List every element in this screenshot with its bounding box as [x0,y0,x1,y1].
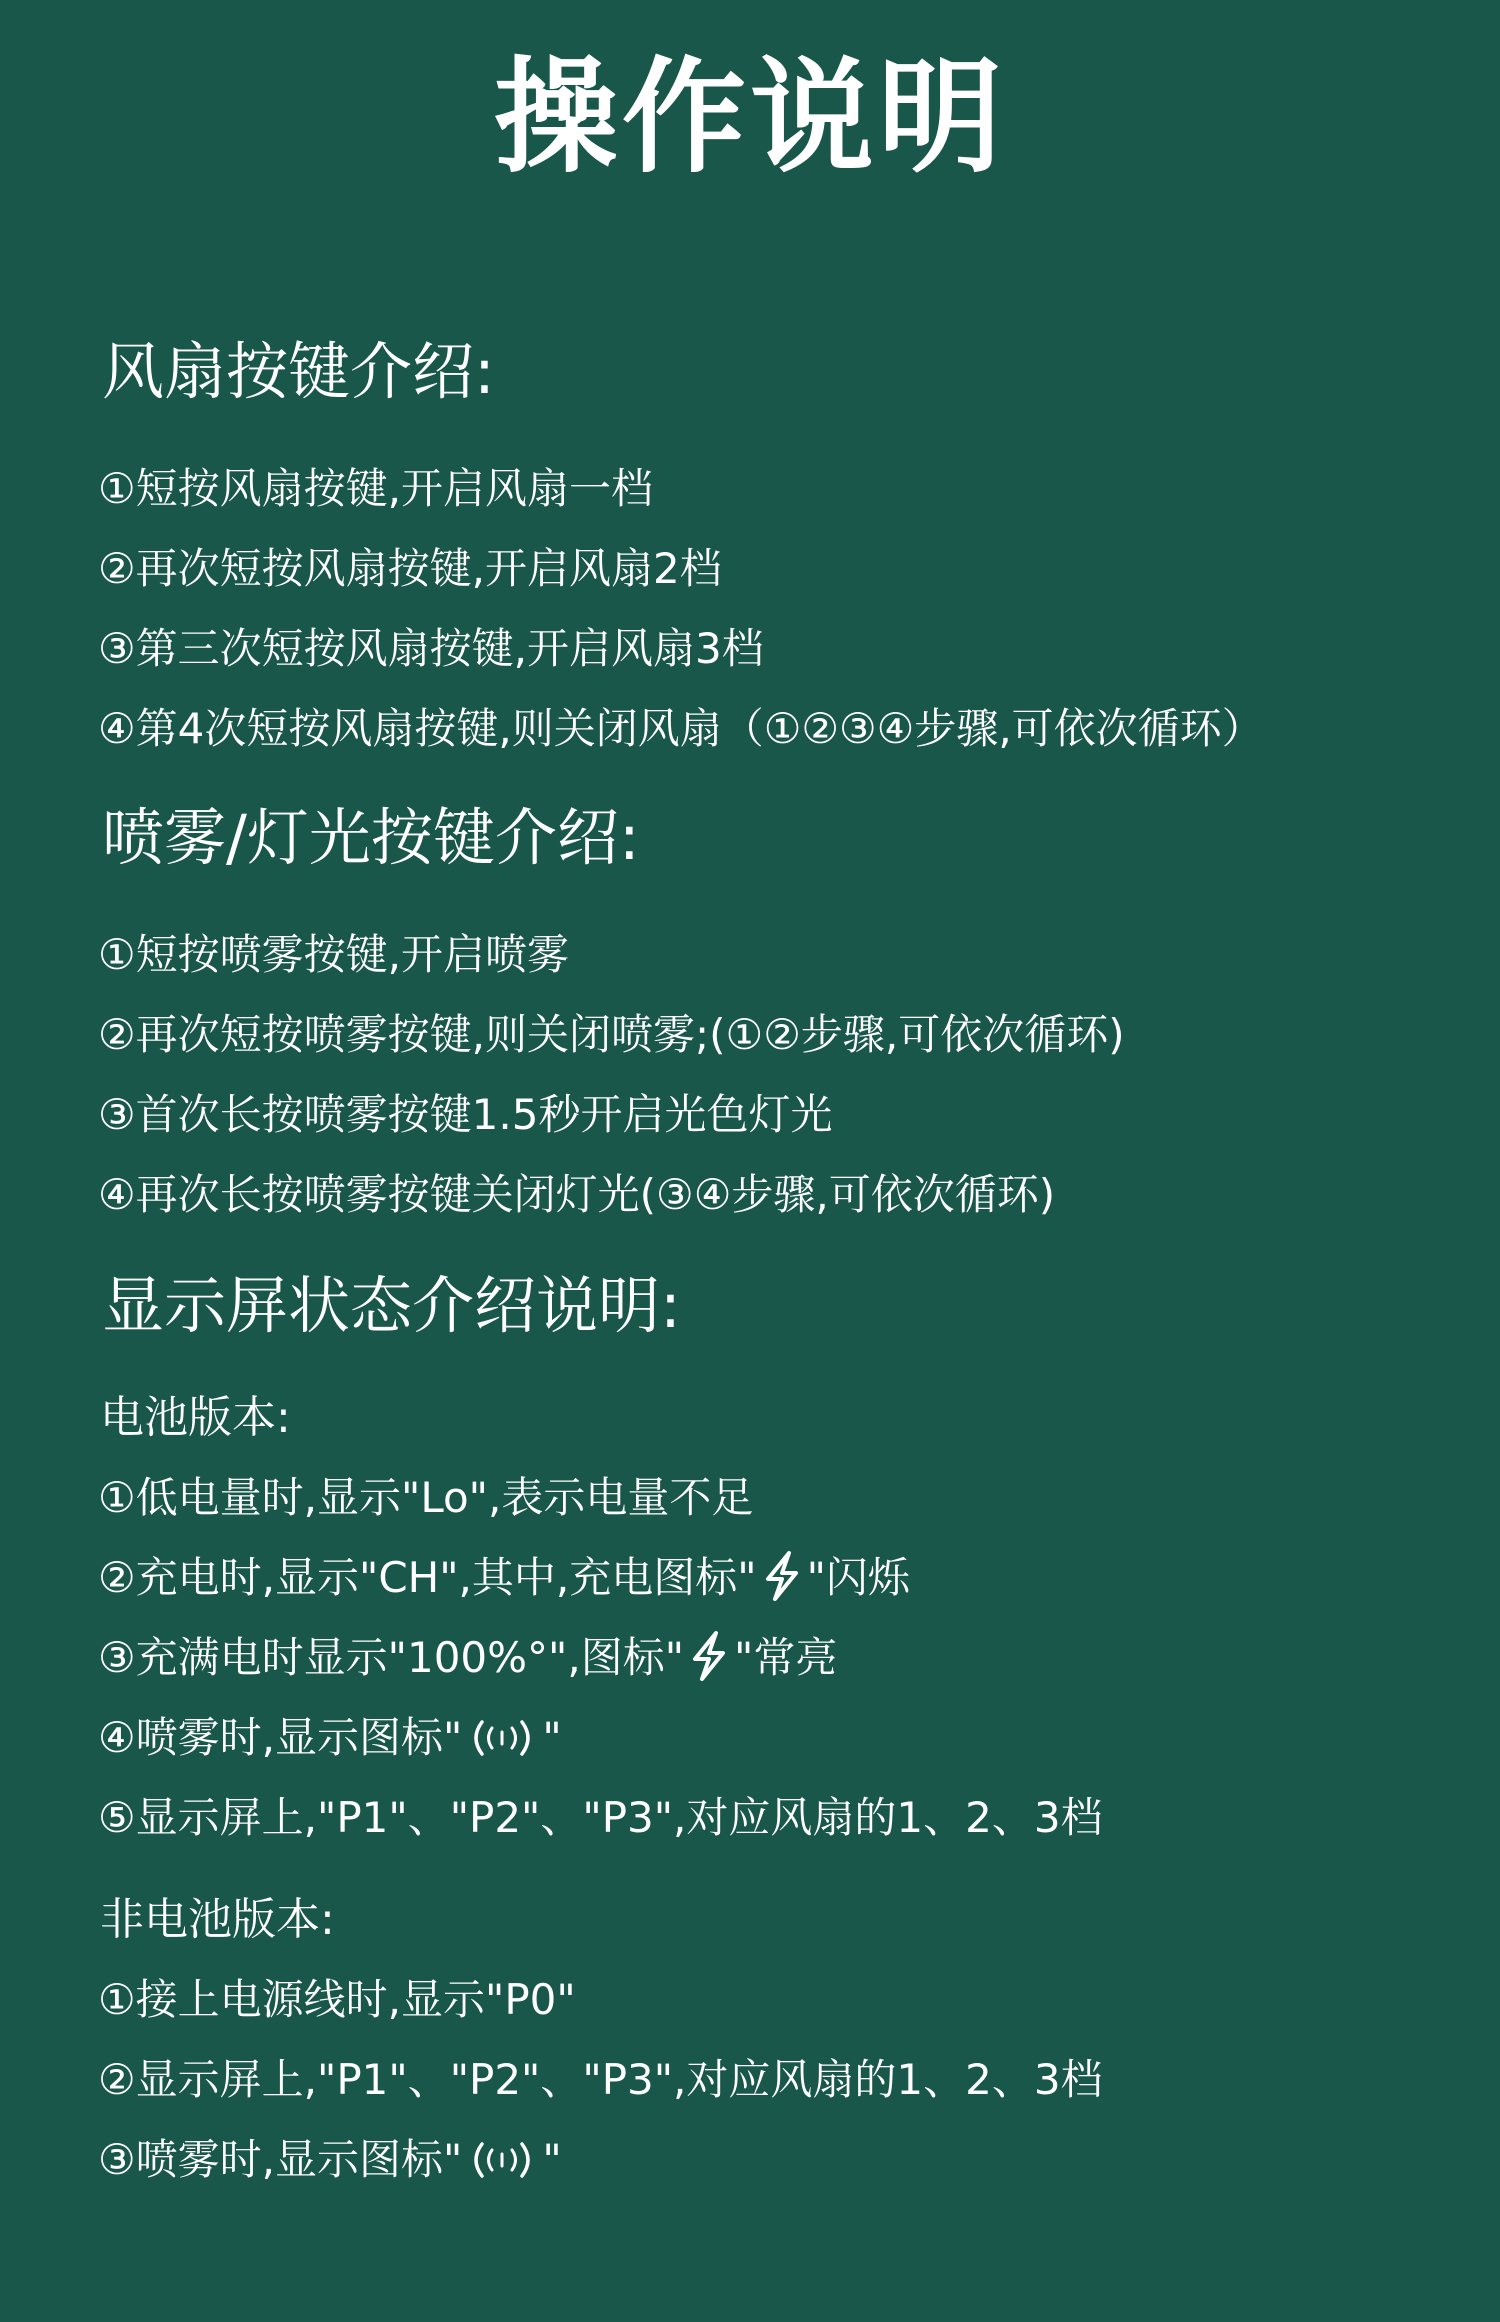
battery-item-2-prefix: ②充电时,显示"CH",其中,充电图标" [98,1553,757,1602]
spray-waves-icon [464,2138,540,2182]
lightning-bolt-icon [686,1630,732,1682]
battery-item-4 [98,1708,562,1768]
spray-step-1: ①短按喷雾按键,开启喷雾 [98,930,570,979]
battery-item-4-suffix: " [542,1713,562,1762]
battery-item-3-suffix: "常亮 [734,1633,838,1682]
battery-version-label: 电池版本: [100,1392,291,1443]
spray-step-2: ②再次短按喷雾按键,则关闭喷雾;(①②步骤,可依次循环) [98,1010,1125,1059]
non-battery-item-2: ②显示屏上,"P1"、"P2"、"P3",对应风扇的1、2、3档 [98,2055,1103,2104]
battery-item-3-prefix: ③充满电时显示"100%°",图标" [98,1633,685,1682]
non-battery-item-3-prefix: ③喷雾时,显示图标" [98,2135,463,2184]
spray-step-4: ④再次长按喷雾按键关闭灯光(③④步骤,可依次循环) [98,1170,1056,1219]
non-battery-item-1: ①接上电源线时,显示"P0" [98,1975,576,2024]
lightning-bolt-icon [759,1550,805,1602]
non-battery-item-3-suffix: " [542,2135,562,2184]
battery-item-1: ①低电量时,显示"Lo",表示电量不足 [98,1473,754,1522]
spray-waves-icon [464,1716,540,1760]
battery-item-5: ⑤显示屏上,"P1"、"P2"、"P3",对应风扇的1、2、3档 [98,1793,1103,1842]
fan-section-heading: 风扇按键介绍: [102,335,495,408]
spray-step-3: ③首次长按喷雾按键1.5秒开启光色灯光 [98,1090,833,1139]
spray-section-heading: 喷雾/灯光按键介绍: [102,801,640,874]
non-battery-item-3 [98,2130,562,2190]
fan-step-1: ①短按风扇按键,开启风扇一档 [98,464,654,513]
fan-step-2: ②再次短按风扇按键,开启风扇2档 [98,544,722,593]
non-battery-version-label: 非电池版本: [100,1894,335,1945]
battery-item-3 [98,1628,837,1688]
fan-step-3: ③第三次短按风扇按键,开启风扇3档 [98,624,764,673]
page-title: 操作说明 [493,46,1006,190]
battery-item-2-suffix: "闪烁 [806,1553,910,1602]
battery-item-2 [98,1548,910,1608]
display-section-heading: 显示屏状态介绍说明: [102,1269,681,1342]
fan-step-4: ④第4次短按风扇按键,则关闭风扇（①②③④步骤,可依次循环） [98,704,1264,753]
battery-item-4-prefix: ④喷雾时,显示图标" [98,1713,463,1762]
